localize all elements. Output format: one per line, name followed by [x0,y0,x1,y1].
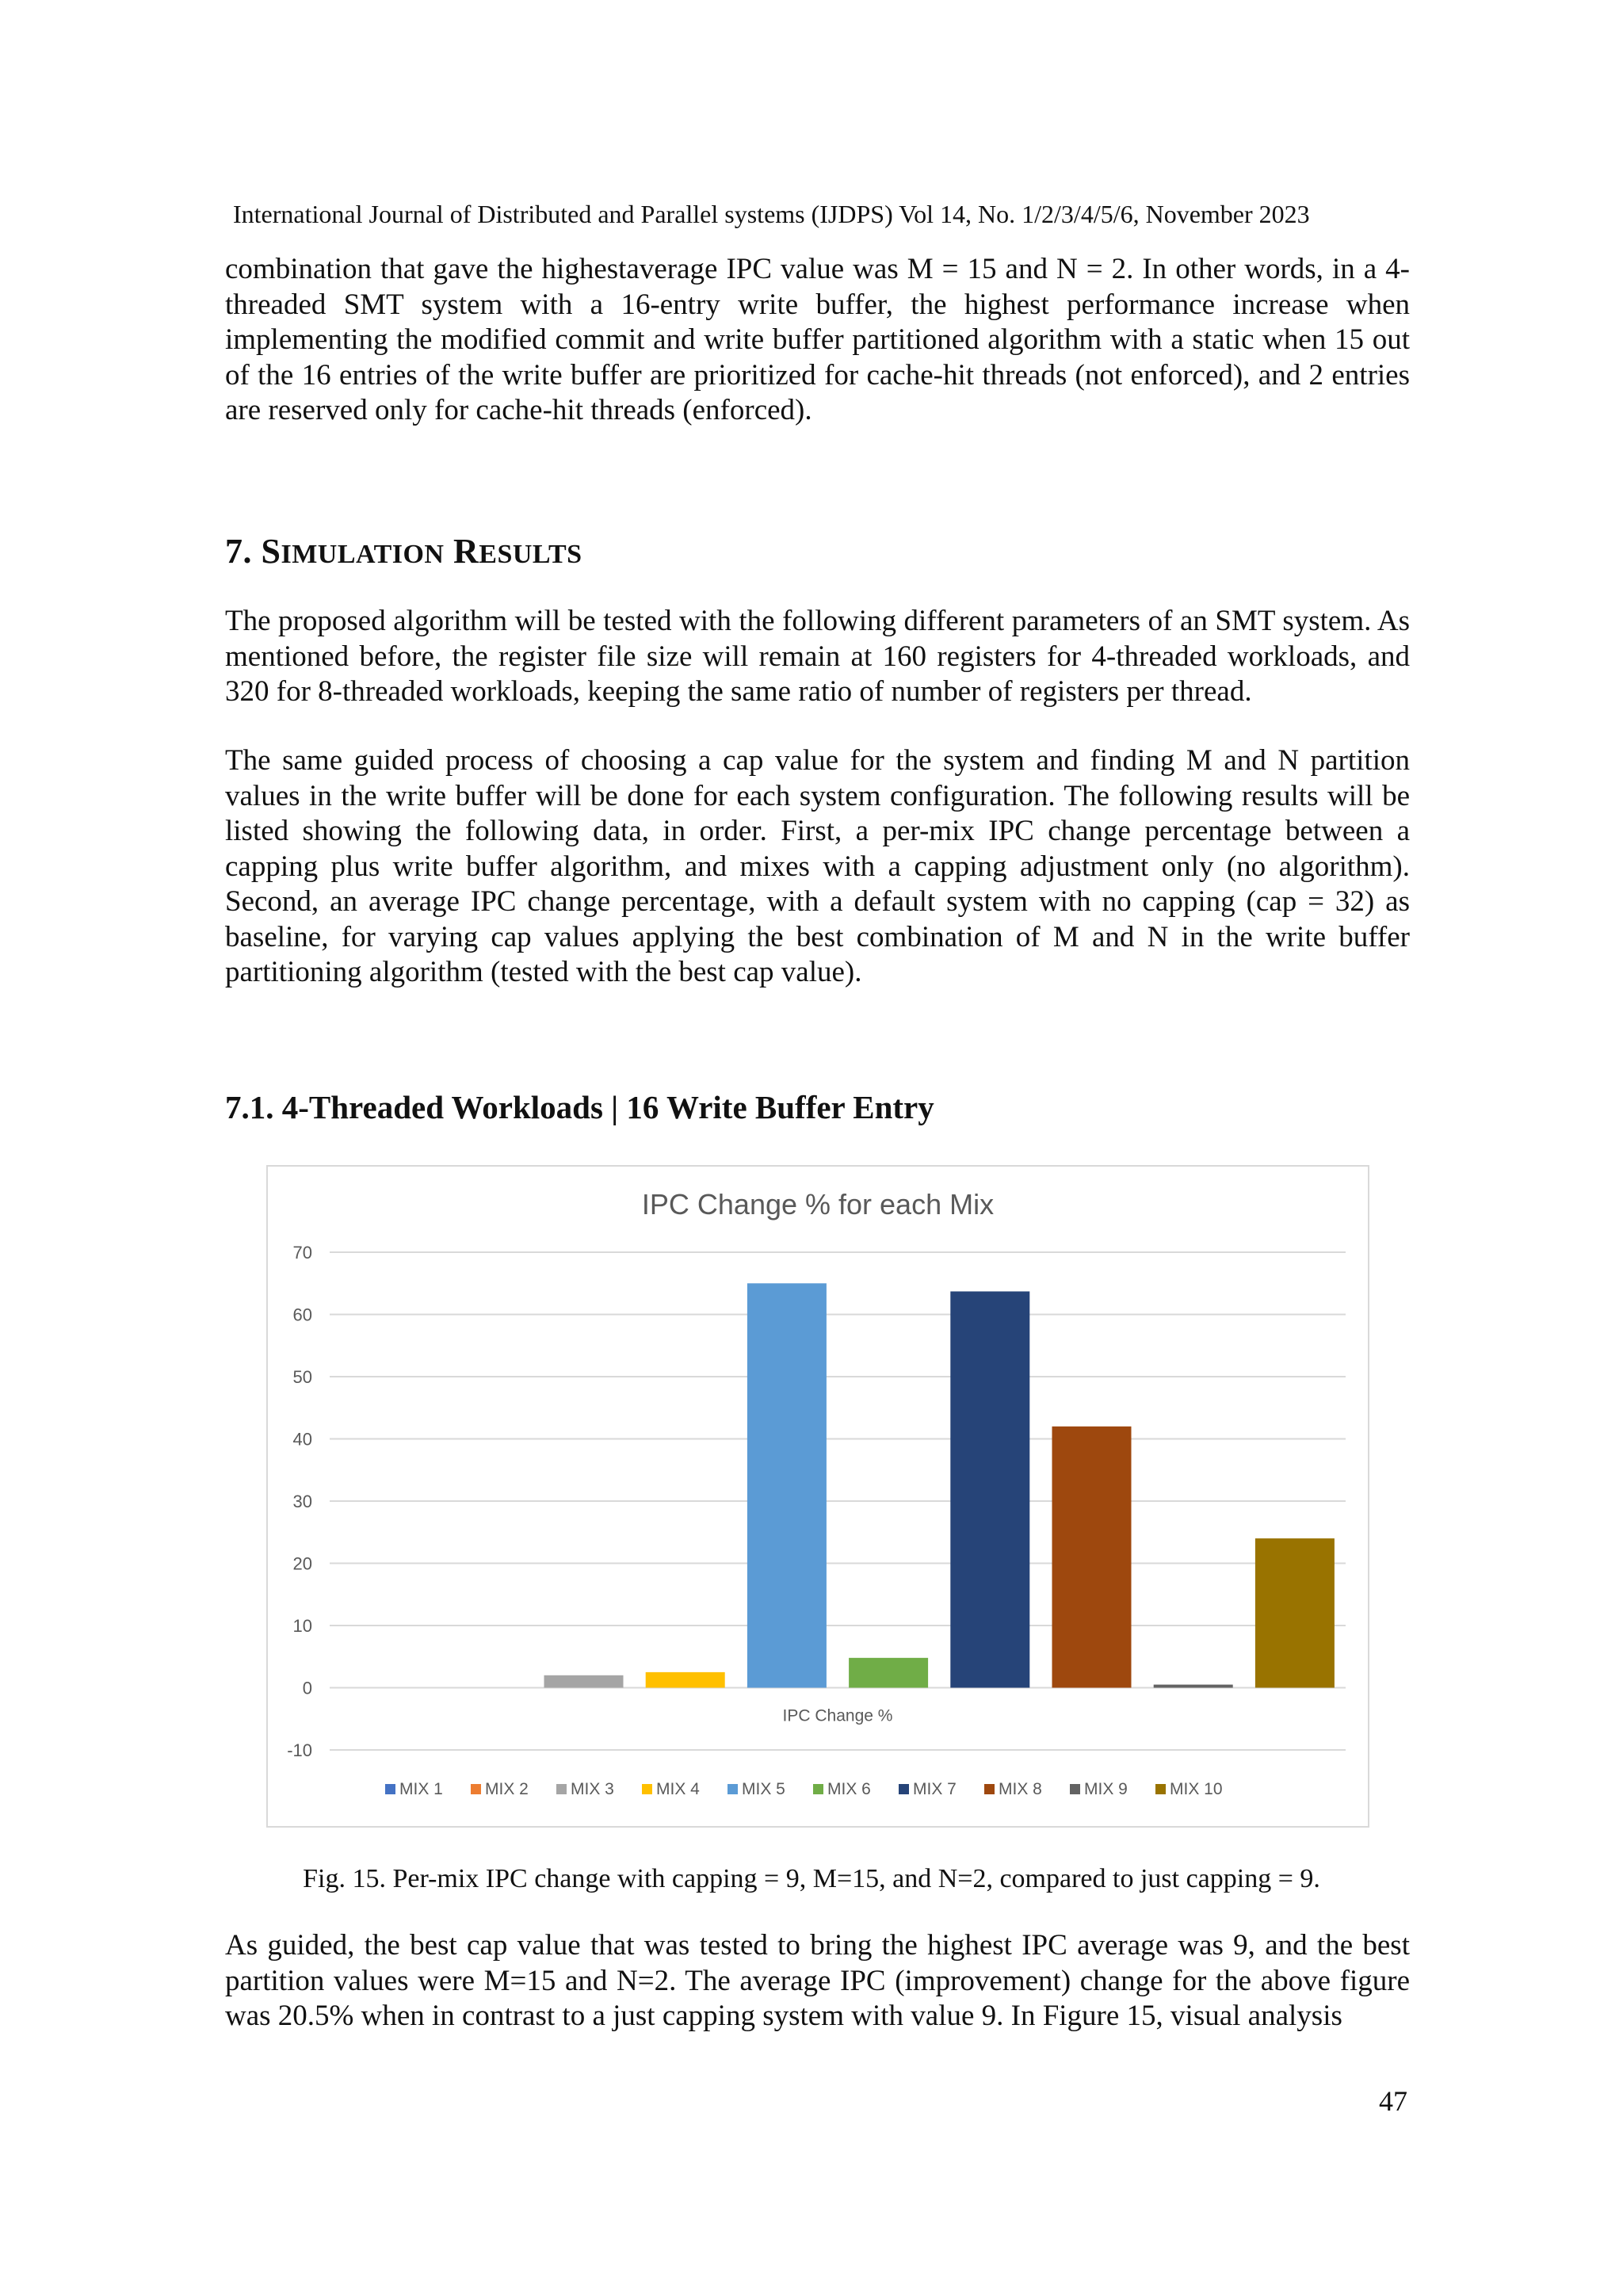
legend-swatch [1070,1784,1080,1794]
bar-chart [266,1165,1369,1828]
legend-swatch [642,1784,652,1794]
legend-label: MIX 1 [399,1780,443,1798]
y-tick-label: 50 [292,1367,312,1387]
legend-swatch [984,1784,995,1794]
y-tick-label: 10 [292,1616,312,1636]
section-title [262,532,582,571]
legend-label: MIX 5 [742,1780,785,1798]
y-tick-label: 20 [292,1553,312,1574]
section-heading [225,531,582,571]
y-tick-label: 0 [302,1678,312,1698]
legend-swatch [727,1784,738,1794]
y-tick-label: 60 [292,1305,312,1325]
gridlines [330,1252,1346,1750]
legend-swatch [899,1784,909,1794]
section-number: 7. [225,532,252,571]
section-title-initial-1: S [261,532,281,571]
bar-mix-7 [950,1291,1029,1687]
legend-label: MIX 8 [999,1780,1042,1798]
paragraph-4: As guided, the best cap value that was tested to bring the highest IPC average was 9, and the best partition values were M=15 and N=2. The average IPC (improvement) change for the above figure was 20.5% when in contrast to a just capping system with value 9. In Figure 15, visual analysis [225,1929,1410,2032]
paragraph-1: combination that gave the highestaverage IPC value was M = 15 and N = 2. In other words, in a 4-threaded SMT system with a 16-entry write buffer, the highest performance increase when implementing the modified commit and write buffer partitioned algorithm with a static when 15 out of the 16 entries of the write buffer are prioritized for cache-hit threads (not enforced), and 2 entries are reserved only for cache-hit threads (enforced). [225,253,1410,426]
chart-title: IPC Change % for each Mix [641,1188,995,1221]
bar-mix-10 [1255,1538,1335,1687]
bar-mix-6 [849,1658,928,1688]
legend-label: MIX 10 [1170,1780,1223,1798]
legend-label: MIX 4 [656,1780,700,1798]
y-tick-label: 70 [292,1243,312,1263]
y-tick-label: -10 [287,1740,312,1760]
bar-mix-4 [646,1672,725,1688]
page-number: 47 [1379,2085,1407,2117]
legend-label: MIX 9 [1084,1780,1128,1798]
legend-swatch [556,1784,567,1794]
journal-header: International Journal of Distributed and Parallel systems (IJDPS) Vol 14, No. 1/2/3/4/5/6, November 2023 [233,200,1310,228]
bar-mix-5 [747,1283,827,1687]
section-title-initial-2: R [453,532,479,571]
section-title-rest-1: IMULATION [281,540,445,569]
legend-swatch [1155,1784,1166,1794]
legend-swatch [385,1784,395,1794]
legend-swatch [471,1784,481,1794]
legend [385,1780,1223,1798]
legend-label: MIX 6 [827,1780,871,1798]
chart-svg [268,1167,1368,1826]
y-axis-ticks [287,1243,312,1760]
bar-mix-9 [1154,1685,1233,1688]
legend-swatch [813,1784,823,1794]
paragraph-3: The same guided process of choosing a cap value for the system and finding M and N partition values in the write buffer will be done for each system configuration. The following results will be listed showing the following data, in order. First, a per-mix IPC change percentage between a capping plus write buffer algorithm, and mixes with a capping adjustment only (no algorithm). Second, an average IPC change percentage, with a default system with no capping (cap = 32) as baseline, for varying cap values applying the best combination of M and N in the write buffer partitioning algorithm (tested with the best cap value). [225,744,1410,988]
section-title-rest-2: ESULTS [479,540,582,569]
x-axis-label: IPC Change % [782,1706,893,1725]
legend-label: MIX 3 [571,1780,614,1798]
bar-mix-8 [1052,1427,1132,1688]
y-tick-label: 40 [292,1429,312,1450]
figure-caption: Fig. 15. Per-mix IPC change with capping = 9, M=15, and N=2, compared to just capping = 9. [303,1864,1320,1893]
legend-label: MIX 2 [485,1780,529,1798]
legend-label: MIX 7 [913,1780,957,1798]
y-tick-label: 30 [292,1492,312,1511]
subsection-heading: 7.1. 4-Threaded Workloads | 16 Write Buffer Entry [225,1089,934,1125]
paragraph-2: The proposed algorithm will be tested with the following different parameters of an SMT system. As mentioned before, the register file size will remain at 160 registers for 4-threaded workloads, and 320 for 8-threaded workloads, keeping the same ratio of number of registers per thread. [225,605,1410,708]
bars [544,1283,1335,1687]
bar-mix-3 [544,1675,624,1688]
